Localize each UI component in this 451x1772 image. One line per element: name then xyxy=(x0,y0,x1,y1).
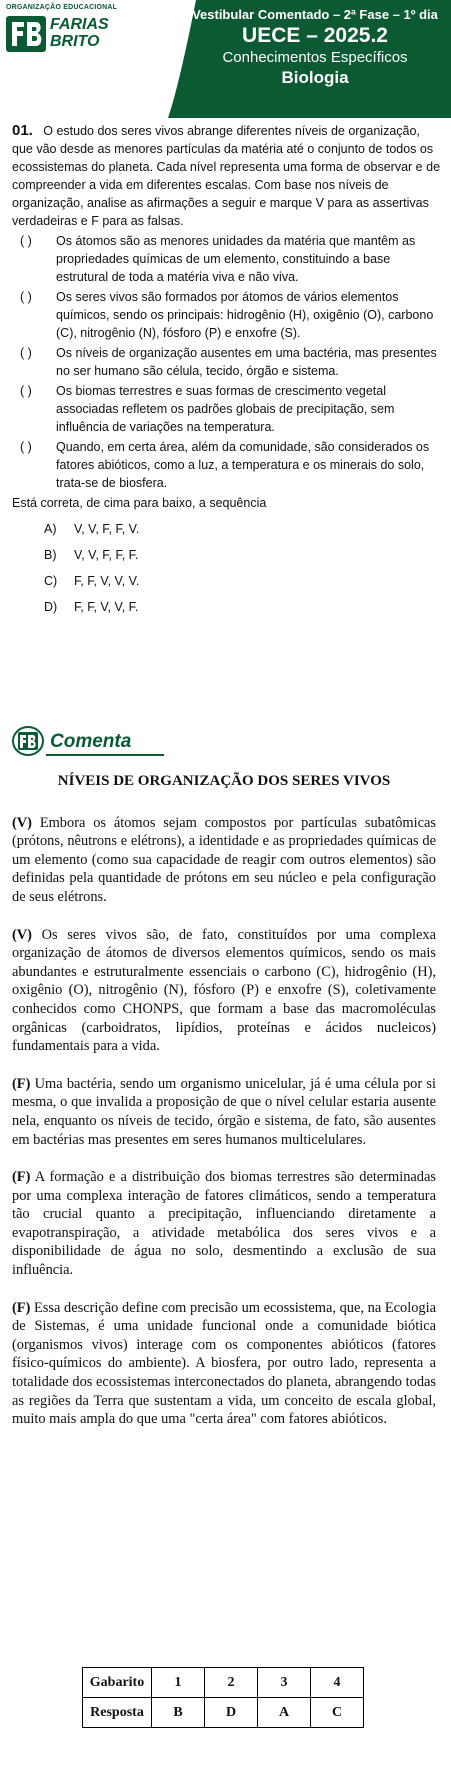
option-text: V, V, F, F, F. xyxy=(74,548,139,562)
commentary-paragraph xyxy=(12,1075,436,1149)
statement-mark: ( ) xyxy=(20,346,32,360)
brand-wordmark xyxy=(50,16,109,50)
answer-option-d xyxy=(44,598,440,616)
option-letter: D) xyxy=(44,600,58,614)
answer-key-answer-row xyxy=(83,1698,364,1728)
question-lead: Está correta, de cima para baixo, a sequência xyxy=(12,496,267,510)
statement-mark: ( ) xyxy=(20,384,32,398)
option-letter: A) xyxy=(44,522,57,536)
statement-text: Os níveis de organização ausentes em uma bactéria, mas presentes no ser humano são célula, tecido, órgão e sistema. xyxy=(56,346,437,378)
answer-cell: C xyxy=(311,1698,364,1728)
subject-title: Biologia xyxy=(281,68,349,87)
fb-logo-icon xyxy=(6,16,46,52)
question-number-cell: 4 xyxy=(311,1668,364,1698)
brand-org-label: ORGANIZAÇÃO EDUCACIONAL xyxy=(6,4,118,11)
comenta-banner xyxy=(12,726,162,758)
statement-item xyxy=(20,288,440,342)
comenta-logo-icon xyxy=(12,726,44,756)
question-stem-text: O estudo dos seres vivos abrange diferentes níveis de organização, que vão desde as menores partículas da matéria até o conjunto de todos os ecossistemas do planeta. Cada nível representa uma forma de observar e de compreender a vida em diferentes escalas. Com base nos níveis de organização, analise as afirmações a seguir e marque V para as assertivas verdadeiras e F para as falsas. xyxy=(12,124,441,228)
verdict-mark: (F) xyxy=(12,1075,31,1092)
answer-key-table xyxy=(82,1667,364,1728)
answer-cell: D xyxy=(205,1698,258,1728)
option-text: F, F, V, V, V. xyxy=(74,574,140,588)
option-letter: C) xyxy=(44,574,58,588)
statement-text: Os átomos são as menores unidades da matéria que mantêm as propriedades químicas de um elemento, constituindo a base estrutural de toda a matéria viva e não viva. xyxy=(56,234,416,284)
commentary-text: A formação e a distribuição dos biomas terrestres são determinadas por uma complexa interação de fatores climáticos, sendo a temperatura tão crucial quanto a precipitação, influenciando diretamente a evapotranspiração, a atividade metabólica dos seres vivos e a disponibilidade de água no solo, desmentindo a exclusão de sua influência. xyxy=(12,1169,436,1279)
option-letter: B) xyxy=(44,548,57,562)
question-block xyxy=(12,122,440,616)
commentary-heading: NÍVEIS DE ORGANIZAÇÃO DOS SERES VIVOS xyxy=(57,773,391,789)
resposta-label: Resposta xyxy=(83,1698,152,1728)
verdict-mark: (F) xyxy=(12,1169,31,1186)
brand-logo xyxy=(6,4,166,64)
answer-option-c xyxy=(44,572,440,590)
commentary-text: Embora os átomos sejam compostos por partículas subatômicas (prótons, nêutrons e elétrons), a identidade e as propriedades químicas de um elemento (como sua capacidade de reagir com outros elementos) são definidas pela quantidade de prótons em seu núcleo e pela configuração de seus elétrons. xyxy=(12,814,436,905)
answer-option-b xyxy=(44,546,440,564)
commentary-paragraph xyxy=(12,1299,436,1429)
question-stem xyxy=(12,122,440,230)
question-number: 01. xyxy=(12,122,33,139)
verdict-mark: (V) xyxy=(12,926,32,943)
statement-item xyxy=(20,232,440,286)
exam-line: Vestibular Comentado – 2ª Fase – 1º dia xyxy=(192,7,438,22)
section-title: Conhecimentos Específicos xyxy=(222,49,408,66)
statement-text: Quando, em certa área, além da comunidade, são considerados os fatores abióticos, como a luz, a temperatura e os minerais do solo, trata-se de biosfera. xyxy=(56,440,430,490)
option-text: V, V, F, F, V. xyxy=(74,522,140,536)
brand-line-2: BRITO xyxy=(50,33,100,50)
answer-cell: A xyxy=(258,1698,311,1728)
commentary-text: Essa descrição define com precisão um ecossistema, que, na Ecologia de Sistemas, é uma unidade funcional onde a comunidade biótica (organismos vivos) interage com os componentes abióticos (fatores físico-químicos do ambiente). A biosfera, por outro lado, representa a totalidade dos ecossistemas interconectados do planeta, abrangendo todas as regiões da Terra que sustentam a vida, um conceito de escala global, muito mais ampla do que uma "certa área" com fatores abióticos. xyxy=(12,1299,436,1428)
commentary-block xyxy=(12,772,436,1448)
statement-mark: ( ) xyxy=(20,290,32,304)
statement-text: Os biomas terrestres e suas formas de crescimento vegetal associadas refletem os padrões globais de precipitação, sem influência de variações na temperatura. xyxy=(56,384,395,434)
commentary-paragraph xyxy=(12,926,436,1056)
header-text xyxy=(184,6,446,88)
gabarito-label: Gabarito xyxy=(83,1668,152,1698)
statement-item xyxy=(20,438,440,492)
verdict-mark: (F) xyxy=(12,1299,31,1316)
commentary-paragraph xyxy=(12,1168,436,1280)
statement-item xyxy=(20,382,440,436)
statement-mark: ( ) xyxy=(20,440,32,454)
answer-option-a xyxy=(44,520,440,538)
comenta-underline xyxy=(46,754,164,756)
page-header xyxy=(0,0,451,118)
question-number-cell: 1 xyxy=(152,1668,205,1698)
brand-line-1: FARIAS xyxy=(50,16,109,33)
answer-cell: B xyxy=(152,1698,205,1728)
comenta-label: Comenta xyxy=(50,731,132,752)
option-text: F, F, V, V, F. xyxy=(74,600,139,614)
commentary-paragraph xyxy=(12,814,436,907)
statement-item xyxy=(20,344,440,380)
statement-mark: ( ) xyxy=(20,234,32,248)
question-number-cell: 2 xyxy=(205,1668,258,1698)
commentary-text: Uma bactéria, sendo um organismo unicelular, já é uma célula por si mesma, o que invalida a proposição de que o nível celular estaria ausente nela, enquanto os níveis de tecido, órgão e sistema, de fato, são ausentes em bactérias mas presentes em seres humanos multicelulares. xyxy=(12,1075,436,1148)
commentary-text: Os seres vivos são, de fato, constituídos por uma complexa organização de átomos de diversos elementos químicos, sendo os mais abundantes e estruturalmente essenciais o carbono (C), hidrogênio (H), oxigênio (O), nitrogênio (N), fósforo (P) e enxofre (S), coletivamente conhecidos como CHONPS, que formam a base das macromoléculas orgânicas (carboidratos, lipídios, proteínas e ácidos nucleicos) fundamentais para a vida. xyxy=(12,926,436,1055)
statement-text: Os seres vivos são formados por átomos de vários elementos químicos, sendo os principais: hidrogênio (H), oxigênio (O), carbono (C), nitrogênio (N), fósforo (P) e enxofre (S). xyxy=(56,290,434,340)
question-number-cell: 3 xyxy=(258,1668,311,1698)
exam-title: UECE – 2025.2 xyxy=(242,24,388,47)
verdict-mark: (V) xyxy=(12,814,32,831)
answer-key-header-row xyxy=(83,1668,364,1698)
